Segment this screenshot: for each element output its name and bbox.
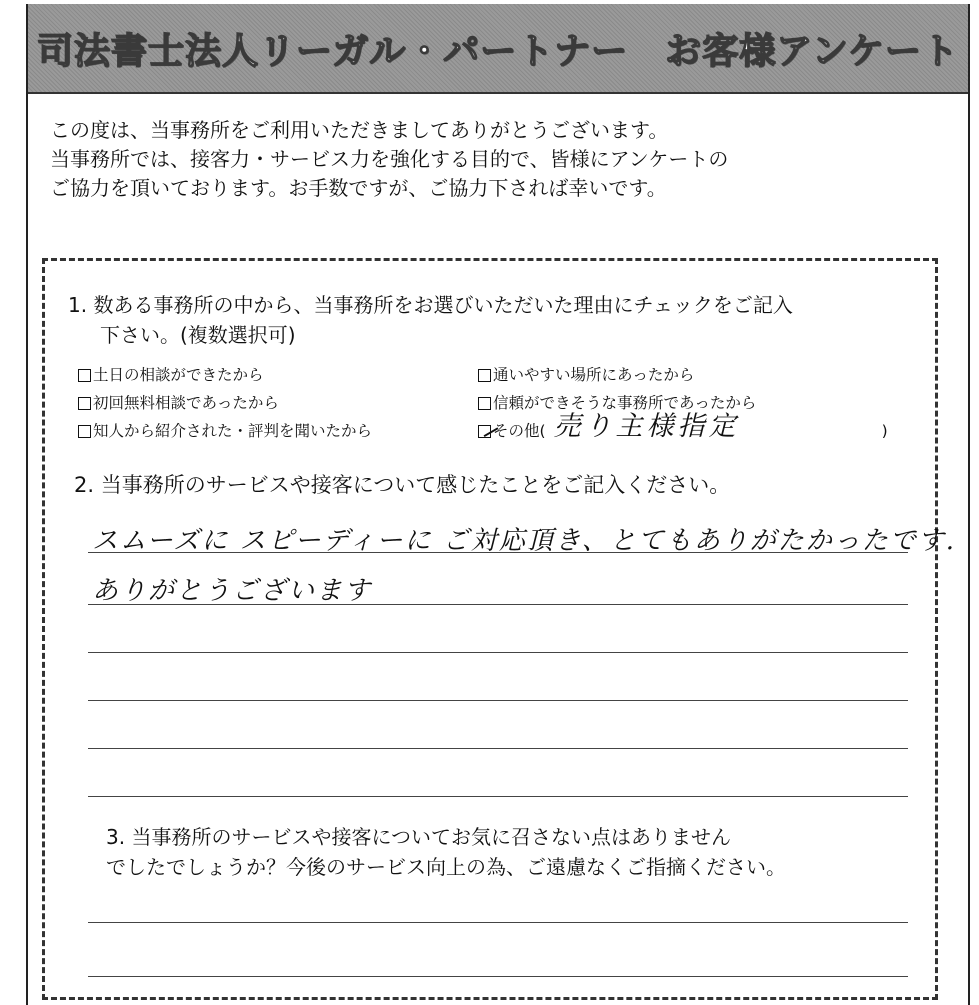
intro-line: ご協力を頂いております。お手数ですが、ご協力下されば幸いです。 — [50, 176, 667, 200]
option-other[interactable] — [478, 411, 938, 442]
question-3-text: でしたでしょうか？今後のサービス向上の為、ご遠慮なくご指摘ください。 — [106, 855, 786, 879]
option-label: 知人から紹介された・評判を聞いたから — [93, 422, 373, 440]
question-3 — [106, 822, 946, 882]
option-label: その他( — [493, 422, 546, 440]
question-1-text: 1. 数ある事務所の中から、当事務所をお選びいただいた理由にチェックをご記入 — [68, 293, 793, 317]
header-banner — [28, 4, 968, 94]
survey-sheet — [26, 4, 970, 1005]
reason-options — [78, 364, 938, 442]
answer-rule — [88, 976, 908, 977]
checkbox-checked[interactable] — [478, 425, 491, 438]
answer-rule — [88, 652, 908, 653]
answer-rule — [88, 700, 908, 701]
answer-rule — [88, 922, 908, 923]
checkbox[interactable] — [78, 397, 91, 410]
option-label-close: ) — [881, 422, 888, 440]
page-title: 司法書士法人リーガル・パートナー お客様アンケート — [36, 30, 960, 72]
answer-rule — [88, 552, 908, 553]
intro-text — [50, 116, 930, 203]
option-weekend[interactable] — [78, 364, 478, 386]
intro-line: 当事務所では、接客力・サービス力を強化する目的で、皆様にアンケートの — [50, 147, 729, 171]
answer-rule — [88, 748, 908, 749]
other-handwritten-answer[interactable]: 売り主様指定 — [553, 411, 740, 442]
option-referral[interactable] — [78, 420, 478, 442]
checkbox[interactable] — [78, 369, 91, 382]
option-free-consult[interactable] — [78, 392, 478, 414]
question-2-text: 2. 当事務所のサービスや接客について感じたことをご記入ください。 — [74, 473, 731, 497]
option-label: 土日の相談ができたから — [93, 366, 264, 384]
question-3-text: 3. 当事務所のサービスや接客についてお気に召さない点はありません — [106, 825, 732, 849]
intro-line: この度は、当事務所をご利用いただきましてありがとうございます。 — [50, 118, 669, 142]
answer-rule — [88, 796, 908, 797]
option-label: 信頼ができそうな事務所であったから — [493, 394, 757, 412]
option-location[interactable] — [478, 364, 938, 386]
question-1-subtext: 下さい。(複数選択可) — [100, 323, 296, 347]
option-label: 通いやすい場所にあったから — [493, 366, 695, 384]
handwritten-answer-line[interactable]: ありがとうございます — [92, 576, 373, 606]
checkbox[interactable] — [78, 425, 91, 438]
checkbox[interactable] — [478, 397, 491, 410]
question-1 — [68, 290, 948, 350]
option-label: 初回無料相談であったから — [93, 394, 279, 412]
handwritten-answer-line[interactable]: スムーズに スピーディーに ご対応頂き、とてもありがたかったです. — [92, 526, 957, 556]
answer-rule — [88, 604, 908, 605]
checkbox[interactable] — [478, 369, 491, 382]
